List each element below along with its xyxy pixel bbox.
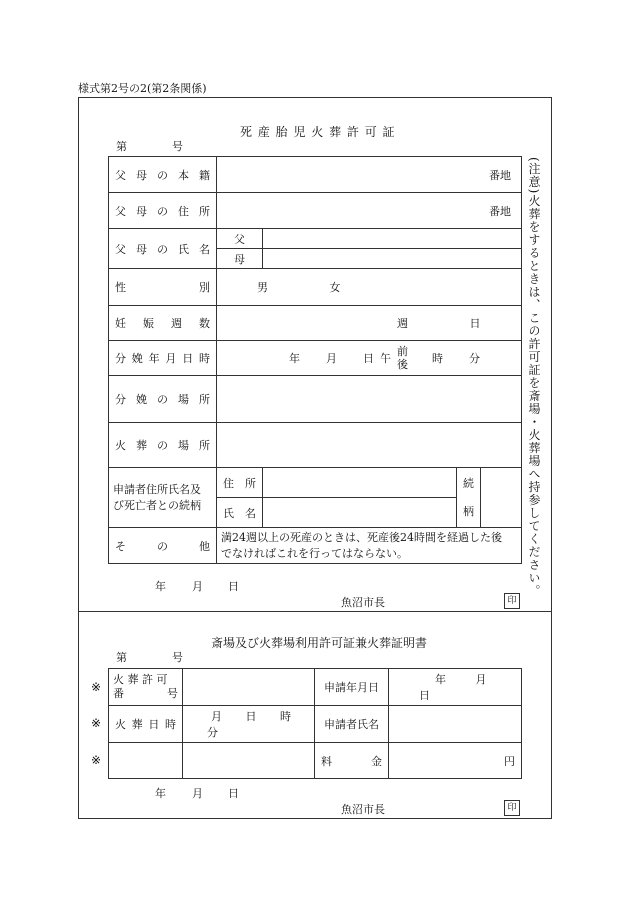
row-fee — [109, 743, 522, 779]
certificate-seal: 印 — [504, 800, 520, 816]
dt-hour: 時 — [432, 352, 443, 365]
dt-day: 日 — [363, 352, 374, 365]
apply-date-label: 申請年月日 — [315, 669, 389, 706]
applicant-label: 申請者住所氏名及 び死亡者との続柄 — [109, 468, 217, 528]
dt-after[interactable]: 後 — [397, 358, 408, 371]
applicant-name-label: 氏 名 — [217, 498, 263, 528]
dt-year: 年 — [289, 352, 300, 365]
blank-field[interactable] — [183, 743, 315, 779]
certificate-number-suffix: 号 — [172, 651, 183, 664]
pregnancy-week: 週 — [397, 317, 408, 330]
father-label: 父 — [217, 229, 263, 249]
applicant-address-field[interactable] — [263, 468, 457, 498]
side-note: (注意)火葬をするときは、この許可証を斎場・火葬場へ持参してください。 — [527, 157, 541, 598]
permit-table — [108, 156, 522, 564]
row-cremation-place — [109, 423, 522, 468]
delivery-time-field[interactable] — [217, 341, 522, 376]
address-suffix: 番地 — [489, 204, 511, 218]
certificate-date-year: 年 — [155, 787, 166, 800]
certificate-number-prefix: 第 — [116, 651, 127, 664]
certificate-date-month: 月 — [192, 787, 203, 800]
row-address — [109, 193, 522, 229]
honseki-field[interactable] — [217, 157, 522, 193]
cremation-datetime-label: 火 葬 日 時 — [109, 706, 183, 743]
names-label: 父 母 の 氏 名 — [109, 229, 217, 269]
certificate-issuer: 魚沼市長 — [341, 803, 385, 816]
blank-label — [109, 743, 183, 779]
section-divider — [78, 611, 552, 612]
row-permit-no — [109, 669, 522, 706]
relation-label: 続 柄 — [457, 468, 481, 528]
form-id: 様式第2号の2(第2条関係) — [78, 82, 207, 95]
pregnancy-day: 日 — [469, 317, 481, 330]
permit-no-label: 火 葬 許 可 番 号 — [109, 669, 183, 706]
row-sex — [109, 269, 522, 306]
permit-title: 死 産 胎 児 火 葬 許 可 証 — [240, 125, 396, 139]
dt-before[interactable]: 前 — [397, 345, 408, 358]
permit-number-prefix: 第 — [116, 140, 127, 153]
certificate-title: 斎場及び火葬場利用許可証兼火葬証明書 — [211, 636, 428, 650]
honseki-suffix: 番地 — [489, 168, 511, 182]
dt-minute: 分 — [469, 352, 480, 365]
fee-field[interactable]: 円 — [389, 743, 522, 779]
sex-label: 性 別 — [109, 269, 217, 306]
other-label: そ の 他 — [109, 528, 217, 564]
pregnancy-label: 妊 娠 週 数 — [109, 306, 217, 341]
cremation-place-label: 火 葬 の 場 所 — [109, 423, 217, 468]
row-delivery-place — [109, 376, 522, 423]
row-other — [109, 528, 522, 564]
sex-field[interactable] — [217, 269, 522, 306]
mark-cremation-time: ※ — [91, 716, 102, 730]
mark-permit-no: ※ — [91, 680, 102, 694]
applicant-address-label: 住 所 — [217, 468, 263, 498]
certificate-table — [108, 668, 522, 779]
sex-female[interactable]: 女 — [329, 281, 341, 294]
delivery-time-label: 分娩年月日時 — [109, 341, 217, 376]
row-honseki — [109, 157, 522, 193]
honseki-label: 父 母 の 本 籍 — [109, 157, 217, 193]
apply-date-field[interactable]: 年 月 日 — [389, 669, 522, 706]
row-delivery-time — [109, 341, 522, 376]
permit-number-suffix: 号 — [172, 140, 183, 153]
dt-month: 月 — [326, 352, 337, 365]
applicant-name-field[interactable] — [263, 498, 457, 528]
sex-male[interactable]: 男 — [257, 281, 268, 294]
row-pregnancy — [109, 306, 522, 341]
mother-label: 母 — [217, 249, 263, 269]
mother-name-field[interactable] — [263, 249, 522, 269]
row-cremation-datetime — [109, 706, 522, 743]
permit-date-day: 日 — [228, 580, 239, 593]
relation-field[interactable] — [481, 468, 522, 528]
certificate-date-day: 日 — [228, 787, 239, 800]
mark-blank: ※ — [91, 753, 102, 767]
other-text: 満24週以上の死産のときは、死産後24時間を経過した後 でなければこれを行ってはならない。 — [217, 528, 522, 564]
applicant-name-field-2[interactable] — [389, 706, 522, 743]
delivery-place-field[interactable] — [217, 376, 522, 423]
permit-no-field[interactable] — [183, 669, 315, 706]
pregnancy-field[interactable] — [217, 306, 522, 341]
permit-date-year: 年 — [155, 580, 166, 593]
address-label: 父 母 の 住 所 — [109, 193, 217, 229]
delivery-place-label: 分 娩 の 場 所 — [109, 376, 217, 423]
father-name-field[interactable] — [263, 229, 522, 249]
permit-date-month: 月 — [192, 580, 203, 593]
permit-issuer: 魚沼市長 — [341, 596, 385, 609]
permit-seal: 印 — [504, 593, 520, 609]
dt-gozen: 午 — [380, 352, 391, 365]
applicant-name-label-2: 申請者氏名 — [315, 706, 389, 743]
cremation-datetime-field[interactable]: 月 日 時 分 — [183, 706, 315, 743]
address-field[interactable] — [217, 193, 522, 229]
cremation-place-field[interactable] — [217, 423, 522, 468]
fee-label: 料 金 — [315, 743, 389, 779]
